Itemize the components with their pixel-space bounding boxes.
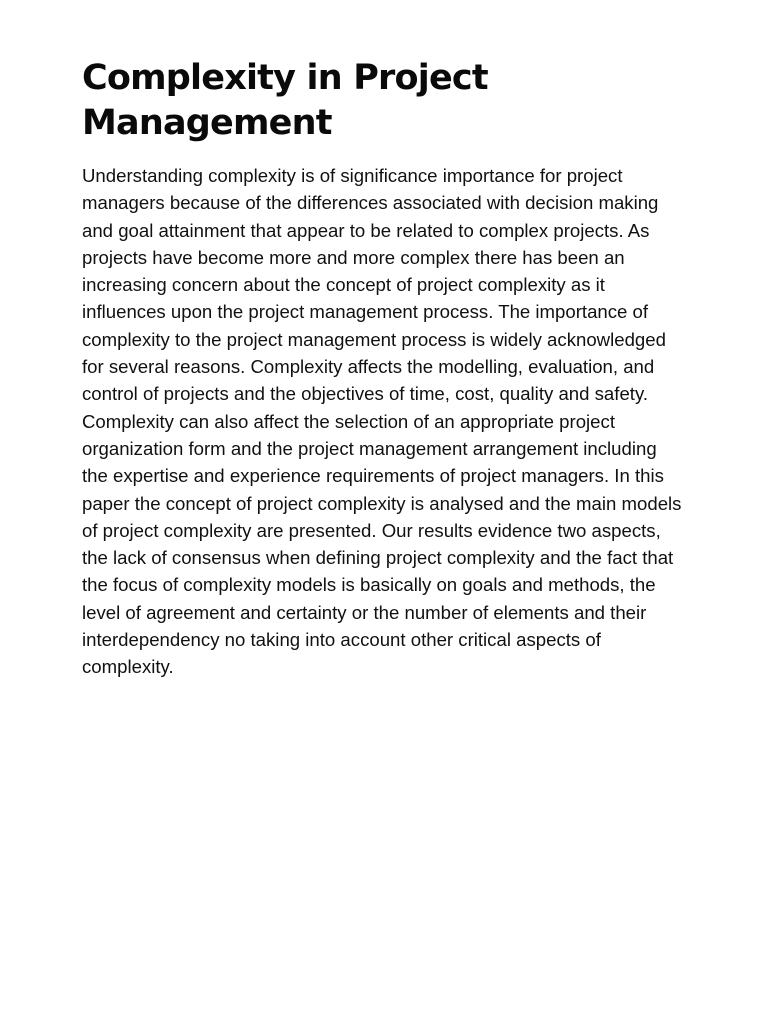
document-body-paragraph: Understanding complexity is of significance importance for project managers because of the differences associated with decision making and goal attainment that appear to be related to complex projects. As projects have become more and more complex there has been an increasing concern about the concept of project complexity as it influences upon the project management process. The importance of complexity to the project management process is widely acknowledged for several reasons. Complexity affects the modelling, evaluation, and control of projects and the objectives of time, cost, quality and safety. Complexity can also affect the selection of an appropriate project organization form and the project management arrangement including the expertise and experience requirements of project managers. In this paper the concept of project complexity is analysed and the main models of project complexity are presented. Our results evidence two aspects, the lack of consensus when defining project complexity and the fact that the focus of complexity models is basically on goals and methods, the level of agreement and certainty or the number of elements and their interdependency no taking into account other critical aspects of complexity. (82, 165, 682, 678)
document-title: Complexity in Project Management (82, 58, 488, 143)
document-page (82, 56, 686, 681)
